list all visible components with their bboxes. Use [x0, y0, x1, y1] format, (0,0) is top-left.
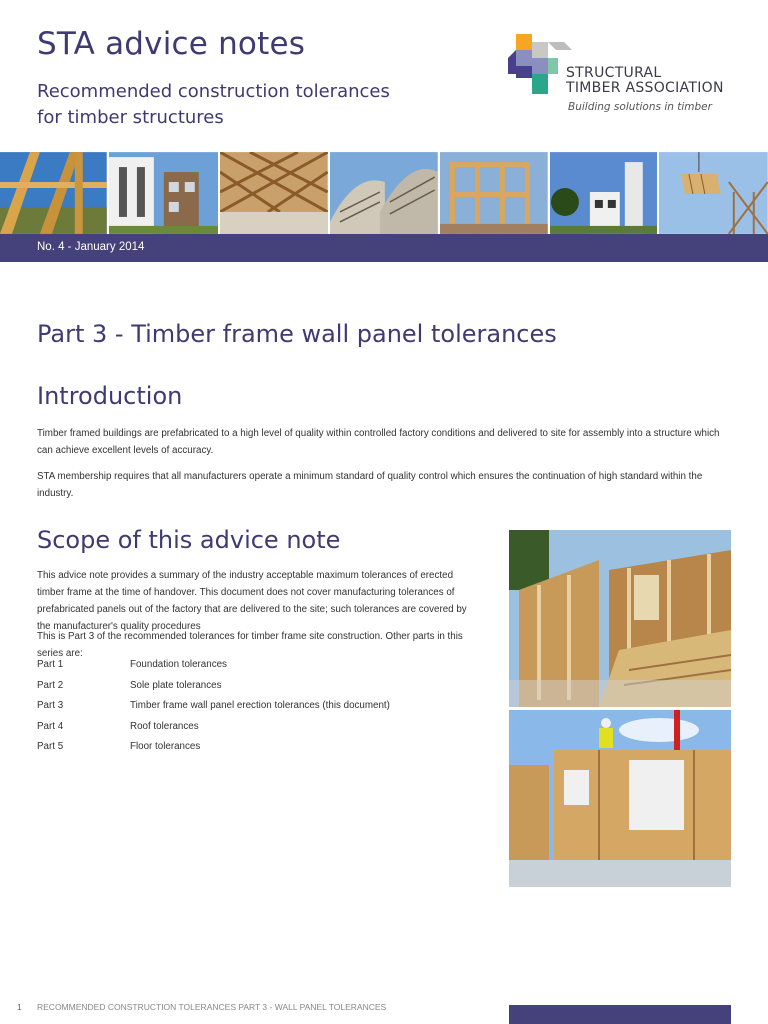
running-title: RECOMMENDED CONSTRUCTION TOLERANCES PART 3 - WALL PANEL TOLERANCES	[37, 1002, 387, 1012]
subtitle-line-1: Recommended construction tolerances	[37, 81, 390, 102]
photo-panel-erection-image	[509, 710, 731, 887]
part-number: Part 1	[37, 659, 64, 670]
page-subtitle	[37, 79, 457, 131]
sta-logo-mark-icon	[507, 33, 575, 95]
photo-roof-lattice-image	[220, 152, 328, 234]
photo-timber-frame-image	[0, 152, 107, 234]
photo-strip	[0, 152, 768, 234]
issue-label: No. 4 - January 2014	[37, 241, 145, 253]
photo-building-facade-image	[109, 152, 219, 234]
subtitle-line-2: for timber structures	[37, 107, 224, 128]
list-item	[37, 718, 477, 739]
footer-bar	[509, 1005, 731, 1024]
list-item	[37, 738, 477, 759]
part-number: Part 2	[37, 679, 64, 691]
page-title: STA advice notes	[37, 26, 306, 62]
list-item	[37, 656, 477, 677]
introduction-paragraph-1: Timber framed buildings are prefabricated to a high level of quality within controlled factory conditions and delivered to site for assembly into a structure which can achieve excellent levels of accuracy.	[37, 428, 720, 456]
scope-paragraph-1: This advice note provides a summary of the industry acceptable maximum tolerances of erected timber frame at the time of handover. This document does not cover manufacturing tolerances of prefabricated panels out of the factory that are delivered to the site; such tolerances are covered by the manufacturer's quality procedures	[37, 570, 467, 632]
photo-wall-panels-site-image	[509, 530, 731, 707]
part-number: Part 5	[37, 741, 64, 752]
photo-curved-roof-image	[330, 152, 438, 234]
list-item	[37, 677, 477, 698]
issue-banner	[0, 234, 768, 262]
logo-line-1: STRUCTURAL	[566, 65, 662, 81]
photo-towers-image	[550, 152, 658, 234]
scope-paragraph-2: This is Part 3 of the recommended tolerances for timber frame site construction. Other parts in this series are:	[37, 631, 463, 659]
sta-logo	[507, 33, 747, 123]
part-heading: Part 3 - Timber frame wall panel tolerances	[37, 320, 557, 348]
logo-tagline: Building solutions in timber	[568, 101, 712, 113]
photo-crane-panel-image	[659, 152, 768, 234]
part-number: Part 4	[37, 720, 64, 732]
logo-wordmark	[566, 66, 724, 96]
part-title: Foundation tolerances	[130, 659, 227, 670]
logo-line-2: TIMBER ASSOCIATION	[566, 80, 724, 96]
part-title: Sole plate tolerances	[130, 679, 222, 691]
introduction-heading: Introduction	[37, 382, 183, 410]
parts-list	[37, 656, 477, 759]
part-title: Timber frame wall panel erection tolerances (this document)	[130, 700, 390, 711]
part-title: Floor tolerances	[130, 741, 201, 752]
introduction-paragraph-2: STA membership requires that all manufacturers operate a minimum standard of quality control which ensures the continuation of high standard within the industry.	[37, 471, 703, 499]
part-title: Roof tolerances	[130, 720, 199, 732]
scope-heading: Scope of this advice note	[37, 526, 341, 554]
list-item	[37, 697, 477, 718]
page-number: 1	[17, 1002, 22, 1012]
photo-frame-structure-image	[440, 152, 548, 234]
part-number: Part 3	[37, 700, 64, 711]
